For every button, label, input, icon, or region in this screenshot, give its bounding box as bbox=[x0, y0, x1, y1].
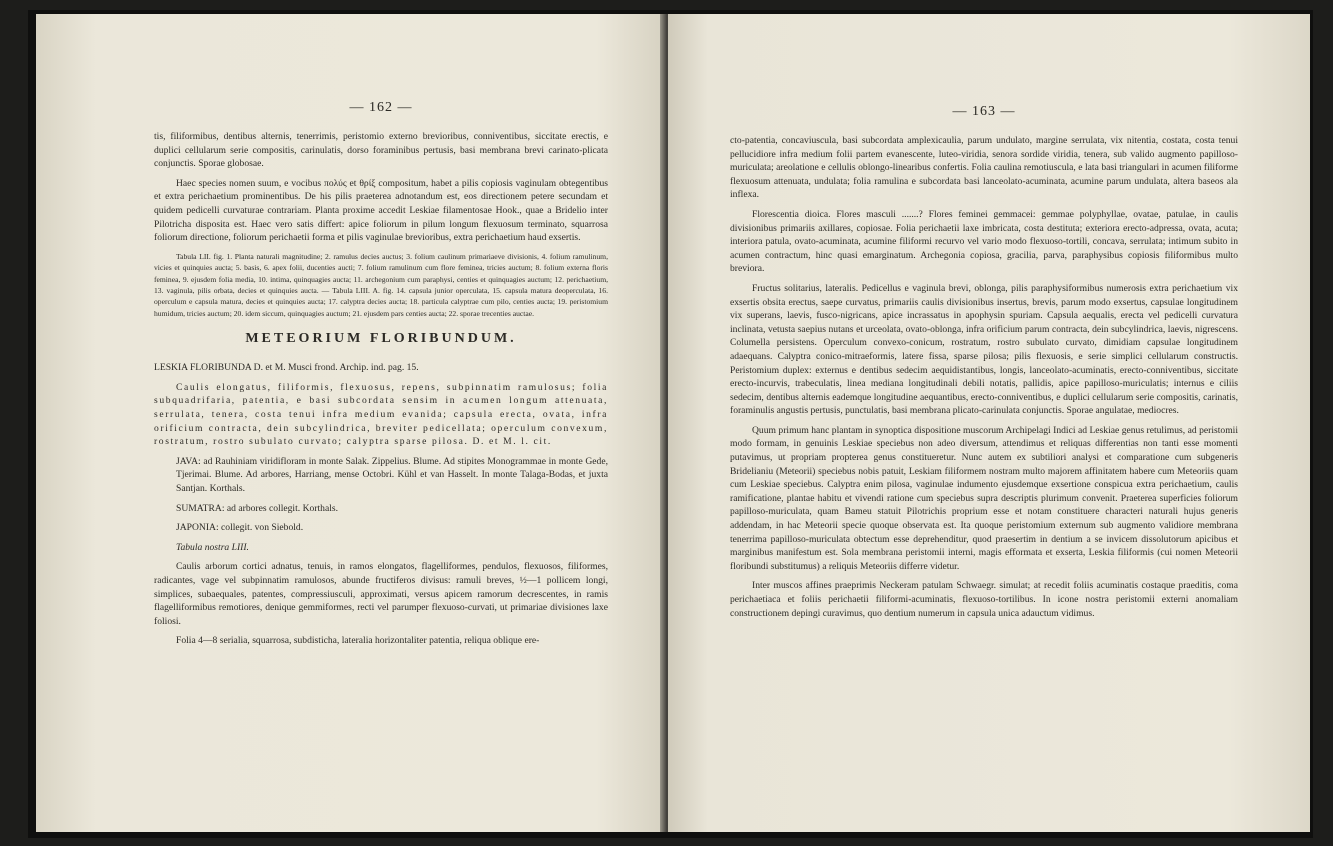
paragraph: Quum primum hanc plantam in synoptica dispositione muscorum Archipelagi Indici ad Leskiae genus retulimus, ad peristomii modo formam, in genuinis Leskiae speciebus non adeo diversum, attendimus et reliquas differentias non tanti esse momenti putavimus, ut propriam propterea genus constitueretur. Nunc autem ex subtiliori analysi et comparatione cum subgeneris Bridelianiu (Meteorii) speciebus nobis patuit, Leskiam filiformem nostram multo majorem affinitatem habere cum Meteoriis quam cum Leskiae speciebus. Calyptra enim pilosa, vaginulae indumento ejusdemque exsertione conspicua extra perichaetium, caulis ramificatione, plantae habitu et vivendi ratione cum speciebus supra descriptis plurimum convenit. Praeterea superficies foliorum papilloso-muriculata, quam Bameu statuit Pilotrichis proprium esse et notam constituere characteri naturali hujus generis addendam, in hac Meteorii specie quoque observata est. Ita quoque peristomium externum sub augmento validiore membrana tenerrima papilloso-muriculata obtectum esse deprehenditur, quod praesertim in dentium a se invicem dissolutorum apicibus et marginibus manifestum est. Sola membrana peristomii interni, magis efformata et exserta, Leskia filiformis (cui nomen Meteorii floribundi substitumus) a reliquis Meteoriis differre videtur. bbox=[730, 424, 1238, 572]
left-page bbox=[36, 14, 666, 832]
locality-sumatra: SUMATRA: ad arbores collegit. Korthals. bbox=[176, 502, 339, 514]
page-number: — 162 — bbox=[349, 100, 413, 115]
paragraph: Florescentia dioica. Flores masculi .......? Flores feminei gemmacei: gemmae polyphyllae, ovatae, patulae, in caulis divisionibus primariis axillares, copiosae. Folia perichaetii laxe imbricata, costa destituta; exteriora erecto-adpressa, ovata, acuta; interiora patula, ovato-acuminata, acumine filiformi recurvo vel vario modo flexuoso-tortili, concava, serrulata; intimum subito in acumen contractum, hinc quasi emarginatum. Archegonia copiosa, gracilia, parva, paraphysibus copiosis filiformibus multo breviora. bbox=[730, 208, 1238, 275]
paragraph: Fructus solitarius, lateralis. Pedicellus e vaginula brevi, oblonga, pilis paraphysiformibus numerosis extra perichaetium vix exsertis obsita erectus, saepe curvatus, primariis caulis divisionibus insertus, brevis, parum modo exsertus, capsulae longitudinem vix superans, laevis, fusco-nigricans, apice incrassatus in apophysin spuriam. Capsula aequalis, erecta vel pedicelli curvatura inclinata, vetusta saepius nutans et urceolata, ovato-oblonga, infra orificium parum contracta, dein subcylindrica, laevis, nigrescens. Columella persistens. Operculum convexo-conicum, rostratum, rostro subulato curvato, dimidiam capsulae longitudinem adaequans. Calyptra conico-mitraeformis, latere fissa, sparse pilosa; pilis flexuosis, e serie simplici cellularum constructis. Peristomium duplex: externus e dentibus sedecim aequidistantibus, longis, lanceolato-acuminatis, erecto-conniventibus, siccitate erecto-incurvis, trabeculatis, linea mediana longitudinali debili notatis, pallidis, apice papilloso-muriculatis; internus e ciliis sedecim, dentibus alternis eademque longitudine aequantibus, erecto-conniventibus, e duplici cellularum serie compositis, carinatis, foraminulis angustis pertusis, punctulatis, basi membrana plicato-carinulata conjunctis. Sporae angulatae, mediocres. bbox=[730, 282, 1238, 417]
paragraph: tis, filiformibus, dentibus alternis, tenerrimis, peristomio externo brevioribus, conniventibus, siccitate erectis, e duplici cellularum serie compositis, carinulatis, dorso foraminibus pertusis, basi membrana brevi carinato-plicata conjunctis. Sporae globosae. bbox=[154, 131, 608, 170]
paragraph: Haec species nomen suum, e vocibus πολύς et θρίξ compositum, habet a pilis copiosis vaginulam obtegentibus et extra perichaetium prominentibus. De his pilis praeterea adnotandum est, eos directionem petere secundam et quidem pedicelli curvaturae contrariam. Planta proxime accedit Leskiae filamentosae Hook., quae a Bridelio inter Pilotricha disposita est. Haec vero satis differt: apice foliorum in pilum longum flexuosum terminato, squarrosa foliorum directione, foliorum perichaetii forma et pilis vaginulae brevioribus, extra perichaetium haud exsertis. bbox=[154, 177, 608, 244]
diagnosis: Caulis elongatus, filiformis, flexuosus, repens, subpinnatim ramulosus; folia subquadrifaria, patentia, e basi subcordata sensim in acumen longum attenuata, serrulata, tenera, costa tenui infra medium evanida; capsula erecta, ovata, infra orificium contracta, dein subcylindrica, breviter pedicellata; operculum convexum, rostratum, rostro subulato curvato; calyptra sparse pilosa. D. et M. l. cit. bbox=[154, 381, 608, 448]
paragraph: Caulis arborum cortici adnatus, tenuis, in ramos elongatos, flagelliformes, pendulos, flexuosos, filiformes, radicantes, vage vel subpinnatim ramulosos, abunde fructiferos divisus: ramuli breves, ½—1 pollicem longi, simplices, subaequales, patentes, compressiusculi, approximati, versus apicem ramorum decrescentes, in ramis flagelliformibus remotiores, denique gemmiformes, recti vel parumper flexuoso-curvati, ut primariae divisiones laxe foliosi. bbox=[154, 561, 608, 627]
paragraph: Inter muscos affines praeprimis Neckeram patulam Schwaegr. simulat; at recedit foliis acuminatis costaque praeditis, coma perichaetiaca et foliis perichaetii filiformi-acuminatis, flexuoso-tortilibus. In icone nostra peristomii externi anomaliam constructionem depingi curavimus, quo dentium numerum in capsula unica adauctum vidimus. bbox=[730, 580, 1238, 619]
species-title: LESKIA FLORIBUNDA D. et M. Musci frond. Archip. ind. pag. 15. bbox=[154, 362, 419, 374]
plate-reference: Tabula nostra LIII. bbox=[176, 541, 249, 553]
plate-caption: Tabula LII. fig. 1. Planta naturali magnitudine; 2. ramulus decies auctus; 3. folium caulinum primariaeve divisionis, 4. folium ramulinum, vicies et quinquies aucta; 5. basis, 6. apex folii, ducenties aucti; 7. folium ramulinum cum flore feminea, tricies auctum; 8. folium externa floris feminea, 9. ejusdem folia media, 10. intima, quinquagies aucta; 11. archegonium cum paraphysi, centies et quinquagies auctum; 12. perichaetium, 13. vaginula, pilis orbata, decies et quinquies aucta. — Tabula LIII. A. fig. 14. capsula junior operculata, 15. capsula matura deoperculata, 16. operculum e capsula matura, decies et quinquies aucta; 17. calyptra decies aucta; 18. particula calyptrae cum pilo, centies aucta; 19. peristomium humidum, tricies auctum; 20. idem siccum, quinquagies auctum; 21. ejusdem pars centies aucta; 22. sporae trecenties auctae. bbox=[154, 251, 608, 318]
locality-japonia: JAPONIA: collegit. von Siebold. bbox=[176, 522, 304, 534]
section-heading: METEORIUM FLORIBUNDUM. bbox=[245, 331, 517, 347]
locality-java: JAVA: ad Rauhiniam viridifloram in monte Salak. Zippelius. Blume. Ad stipites Monogrammae in monte Gede, Tjerimai. Blume. Ad arbores, Harriang, mense Octobri. Kühl et van Hasselt. In monte Talaga-Bodas, et juxta Santjan. Korthals. bbox=[176, 455, 608, 494]
paragraph: Folia 4—8 serialia, squarrosa, subdisticha, lateralia horizontaliter patentia, reliqua oblique ere- bbox=[176, 635, 540, 647]
right-page bbox=[668, 14, 1310, 832]
paragraph: cto-patentia, concaviuscula, basi subcordata amplexicaulia, parum undulato, margine serrulata, vix nitentia, costata, costa tenui pellucidiore infra medium folii partem evanescente, luteo-viridia, senora sordide viridia, tenera, sub valido augmento papilloso-muriculata; areolatione e cellulis oblongo-linearibus confertis. Folia caulina remotiuscula, e lata basi triangulari in acumen filiforme flexuosum attenuata, undulata; folia ramulina e subcordata basi lanceolato-acuminata, acumine parum undulata, altera baseos ala inflexa. bbox=[730, 135, 1238, 201]
page-number: — 163 — bbox=[952, 104, 1016, 119]
